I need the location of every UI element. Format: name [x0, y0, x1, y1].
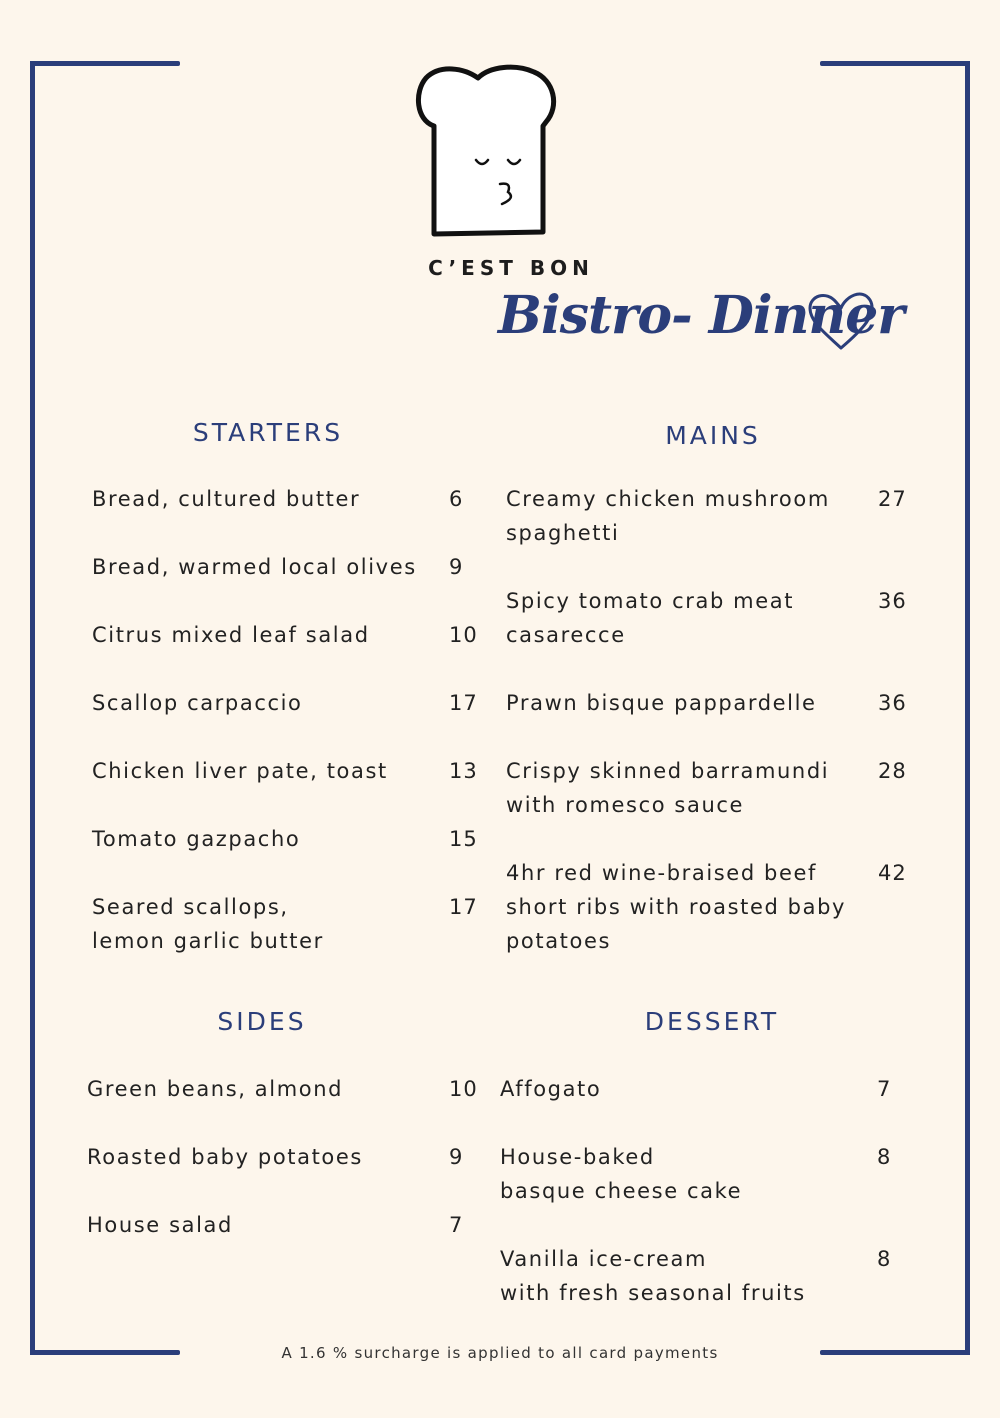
menu-item-price: 13: [449, 759, 478, 783]
menu-item-price: 27: [878, 487, 907, 511]
menu-item: [500, 1140, 742, 1208]
menu-item: [92, 482, 360, 516]
menu-item-price: 9: [449, 1145, 464, 1169]
menu-item-name: House salad: [87, 1213, 233, 1237]
menu-item: [506, 754, 829, 822]
menu-item-name: Bread, warmed local olives: [92, 555, 417, 579]
menu-item-name: 4hr red wine-braised beef short ribs with roasted baby potatoes: [506, 861, 847, 953]
menu-item: [92, 890, 324, 958]
menu-item-name: Bread, cultured butter: [92, 487, 361, 511]
menu-item-price: 10: [449, 1077, 478, 1101]
menu-item-name: Green beans, almond: [87, 1077, 344, 1101]
menu-item: [92, 754, 388, 788]
menu-item-price: 10: [449, 623, 478, 647]
menu-item-name: Creamy chicken mushroom spaghetti: [506, 487, 830, 545]
menu-item: [87, 1072, 343, 1106]
menu-item-price: 15: [449, 827, 478, 851]
menu-item: [506, 482, 830, 550]
menu-item-price: 42: [878, 861, 907, 885]
menu-item: [87, 1140, 363, 1174]
menu-item-price: 36: [878, 589, 907, 613]
menu-item-price: 8: [877, 1247, 892, 1271]
section-title-dessert: DESSERT: [644, 1007, 780, 1036]
menu-item: [87, 1208, 233, 1242]
menu-item-name: Spicy tomato crab meat casarecce: [506, 589, 795, 647]
menu-item-price: 28: [878, 759, 907, 783]
menu-item-name: Affogato: [500, 1077, 602, 1101]
menu-item-price: 36: [878, 691, 907, 715]
menu-item-price: 6: [449, 487, 464, 511]
toast-face-icon: [412, 64, 562, 239]
menu-item: [92, 618, 370, 652]
section-title-sides: SIDES: [217, 1007, 307, 1036]
surcharge-note: A 1.6 % surcharge is applied to all card payments: [281, 1344, 719, 1362]
menu-item-price: 7: [449, 1213, 464, 1237]
brand-name: C’EST BON: [428, 256, 594, 280]
menu-item-name: Prawn bisque pappardelle: [506, 691, 817, 715]
menu-item: [500, 1072, 601, 1106]
menu-item: [500, 1242, 806, 1310]
menu-item: [92, 822, 300, 856]
menu-item: [506, 856, 846, 958]
menu-item-name: House-baked basque cheese cake: [500, 1145, 743, 1203]
menu-item: [506, 584, 794, 652]
menu-item-name: Crispy skinned barramundi with romesco sauce: [506, 759, 830, 817]
menu-item-name: Citrus mixed leaf salad: [92, 623, 370, 647]
menu-item-name: Tomato gazpacho: [92, 827, 301, 851]
menu-item: [92, 550, 417, 584]
heart-outline-icon: [806, 290, 876, 352]
menu-item-name: Roasted baby potatoes: [87, 1145, 363, 1169]
menu-item-price: 7: [877, 1077, 892, 1101]
section-title-mains: MAINS: [665, 421, 761, 450]
menu-item-name: Scallop carpaccio: [92, 691, 303, 715]
menu-item-name: Chicken liver pate, toast: [92, 759, 388, 783]
menu-item: [506, 686, 817, 720]
menu-item: [92, 686, 303, 720]
section-title-starters: STARTERS: [192, 418, 344, 447]
menu-item-name: Seared scallops, lemon garlic butter: [92, 895, 324, 953]
menu-subtitle: Bistro- Dinner: [498, 285, 904, 346]
menu-item-price: 17: [449, 691, 478, 715]
menu-item-price: 9: [449, 555, 464, 579]
menu-item-price: 8: [877, 1145, 892, 1169]
menu-item-name: Vanilla ice-cream with fresh seasonal fruits: [500, 1247, 806, 1305]
menu-item-price: 17: [449, 895, 478, 919]
